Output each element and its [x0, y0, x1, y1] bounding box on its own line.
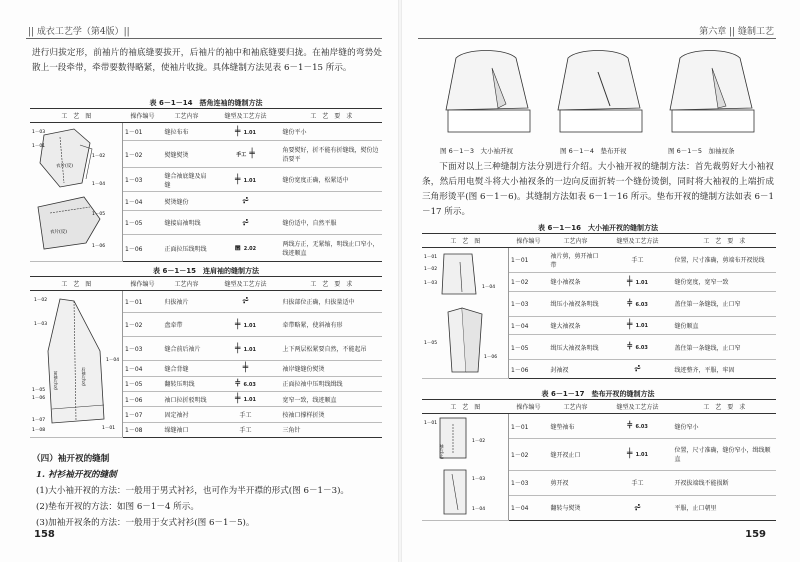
op-number: 1－02: [123, 312, 163, 336]
op-number: 1－02: [509, 439, 549, 470]
fig-label: 1－03: [34, 322, 48, 327]
facing-placket-drawing: [422, 414, 508, 518]
process-requirement: 三角针: [281, 422, 383, 437]
technical-drawing-cell: [422, 248, 509, 379]
op-number: 1－04: [509, 316, 549, 335]
subsection-heading: 1. 衬衫袖开衩的缝制: [36, 470, 117, 480]
process-content: 正面拉压线明线: [163, 235, 211, 262]
seam-symbol: 手工: [603, 470, 673, 495]
fig-label: 衣片(反): [56, 164, 74, 169]
running-header: || 成衣工艺学（第4版）||: [28, 27, 130, 37]
fig-label: 1－02: [424, 267, 438, 272]
op-number: 1－06: [123, 391, 163, 406]
col-header: 缝型及工艺方法: [211, 277, 281, 291]
seam-symbol: ⩫: [603, 360, 673, 379]
seam-symbol: 手工: [211, 407, 281, 422]
col-header: 工艺内容: [549, 400, 603, 414]
fig-label: 1－05: [92, 212, 106, 217]
seam-symbol: ⫩ 6.03: [211, 376, 281, 391]
table-caption: 表 6－1－14 搭角连袖的缝制方法: [149, 99, 263, 107]
op-number: 1－08: [123, 422, 163, 437]
process-content: 封袖衩: [549, 360, 603, 379]
fig-6-1-4: [558, 51, 642, 133]
process-content: 缲缝袖口: [163, 422, 211, 437]
col-header: 缝型及工艺方法: [211, 109, 281, 123]
process-content: 缝拉布布: [163, 123, 211, 141]
process-requirement: 缝份宽度正确，松紧适中: [281, 167, 383, 192]
fig-label: 1－03: [32, 130, 46, 135]
technical-drawing-cell: [30, 291, 123, 438]
raglan-sleeve-drawing: [30, 291, 122, 435]
process-content: 袖口拉折驳明线: [163, 391, 211, 406]
fig-label: 1－01: [424, 255, 438, 260]
fig-label: 袖片(正): [439, 444, 445, 460]
list-item: (1)大小袖开衩的方法：一般用于男式衬衫，也可作为半开襟的形式(图 6－1－3)。: [36, 486, 350, 496]
process-requirement: [281, 192, 383, 210]
process-requirement: 盖住第一条缝线，止口窄: [673, 335, 777, 360]
fig-6-1-3: [446, 51, 530, 133]
op-number: 1－03: [509, 470, 549, 495]
process-requirement: 两线方正，无紧缩，明线止口窄小，线迹顺直: [281, 235, 383, 262]
process-content: 缝垫袖布: [549, 414, 603, 439]
seam-symbol: ⩫: [211, 291, 281, 313]
figure-caption: 图 6－1－5 加袖衩条: [668, 147, 735, 155]
process-requirement: 按袖口撑样折烫: [281, 407, 383, 422]
table-6-1-14: [30, 108, 382, 262]
col-header: 工艺内容: [549, 234, 603, 248]
fig-label: 前袖片(反): [53, 371, 59, 391]
process-content: 缝大袖衩条: [549, 316, 603, 335]
seam-symbol: ╪ 1.01: [211, 167, 281, 192]
col-header: 工 艺 图: [30, 109, 123, 123]
seam-symbol: ╪: [211, 361, 281, 376]
process-content: 缉压大袖衩条明线: [549, 335, 603, 360]
fig-label: 1－07: [32, 418, 46, 423]
process-requirement: 缝份平小: [281, 123, 383, 141]
body-paragraph: 下面对以上三种缝制方法分别进行介绍。大小袖开衩的缝制方法：首先裁剪好大小袖衩条，然后用电熨斗将大小袖衩条的一边向反面折转一个缝份烫倒，同时将大袖衩的上端折成三角形烫平(图 6－1－6)。其缝制方法如表 6－1－16 所示。垫布开衩的缝制方法如表 6－1－17 所示。: [422, 162, 774, 217]
op-number: 1－01: [123, 123, 163, 141]
col-header: 操作编号: [509, 400, 549, 414]
fig-label: 1－01: [32, 144, 46, 149]
col-header: 工 艺 要 求: [281, 109, 383, 123]
process-requirement: 缝份窄小: [673, 414, 777, 439]
fig-label: 1－03: [472, 477, 486, 482]
process-requirement: 牵带略紧，使斜袖有形: [281, 312, 383, 336]
process-requirement: 正面拉袖中压明线缉线: [281, 376, 383, 391]
process-content: 缉压小袖衩条明线: [549, 291, 603, 316]
fig-label: 1－06: [92, 244, 106, 249]
col-header: 工 艺 图: [422, 234, 509, 248]
seam-symbol: ⧆ 2.02: [211, 235, 281, 262]
op-number: 1－06: [509, 360, 549, 379]
table-caption: 表 6－1－15 连肩袖的缝制方法: [153, 267, 259, 275]
seam-symbol: ╪ 1.01: [603, 439, 673, 470]
op-number: 1－02: [123, 141, 163, 168]
col-header: 操作编号: [123, 277, 163, 291]
process-content: 归拔袖片: [163, 291, 211, 313]
seam-symbol: 手工: [603, 248, 673, 273]
page-number: 158: [34, 529, 55, 540]
col-header: 缝型及工艺方法: [603, 400, 673, 414]
op-number: 1－02: [509, 272, 549, 291]
process-content: 缝合袖底缝及肩缝: [163, 167, 211, 192]
process-content: 翻转与熨烫: [549, 495, 603, 520]
fig-label: 1－03: [424, 281, 438, 286]
header-rule: [418, 38, 776, 39]
op-number: 1－01: [509, 414, 549, 439]
figure-caption: 图 6－1－3 大小袖开衩: [440, 147, 513, 155]
fig-label: 1－04: [482, 285, 496, 290]
op-number: 1－04: [509, 495, 549, 520]
op-number: 1－01: [509, 248, 549, 273]
seam-symbol: ╪ 1.01: [603, 272, 673, 291]
fig-label: 1－02: [92, 154, 106, 159]
process-content: 熨缝熨烫: [163, 141, 211, 168]
fig-label: 后袖片(反): [81, 367, 87, 387]
process-content: 固定袖衬: [163, 407, 211, 422]
section-heading: （四）袖开衩的缝制: [32, 454, 110, 464]
process-requirement: 线迹整齐，平服，牢固: [673, 360, 777, 379]
process-requirement: 缝份宽度，宽窄一致: [673, 272, 777, 291]
seam-symbol: ╪ 1.01: [211, 391, 281, 406]
col-header: 工 艺 要 求: [281, 277, 383, 291]
process-requirement: 角要熨好，折不能有折缝线，熨份边沿要平: [281, 141, 383, 168]
process-requirement: 上下两层松紧要自然，不能起吊: [281, 337, 383, 361]
op-number: 1－06: [123, 235, 163, 262]
fig-label: 1－01: [102, 426, 116, 431]
technical-drawing-cell: [30, 123, 123, 262]
seam-symbol: ╪ 1.01: [211, 123, 281, 141]
col-header: 工 艺 要 求: [673, 234, 777, 248]
col-header: 工 艺 图: [30, 277, 123, 291]
table-caption: 表 6－1－16 大小袖开衩的缝制方法: [538, 224, 658, 232]
process-content: 袖片剪，剪开袖口带: [549, 248, 603, 273]
op-number: 1－03: [123, 337, 163, 361]
seam-symbol: 手工 ╪: [211, 141, 281, 168]
fig-label: 衣片(反): [50, 230, 68, 235]
right-page: [400, 0, 800, 562]
figure-caption: 图 6－1－4 垫布开衩: [560, 147, 627, 155]
process-requirement: 位置，尺寸准确，剪端布开衩锐线: [673, 248, 777, 273]
process-content: 缝开衩止口: [549, 439, 603, 470]
table-6-1-17: [422, 399, 776, 521]
cuff-placket-figures: [436, 48, 766, 144]
op-number: 1－04: [123, 192, 163, 210]
col-header: 工艺内容: [163, 109, 211, 123]
fig-label: 1－02: [34, 298, 48, 303]
col-header: 操作编号: [123, 109, 163, 123]
technical-drawing-cell: [422, 414, 509, 521]
op-number: 1－03: [123, 167, 163, 192]
op-number: 1－05: [123, 376, 163, 391]
process-content: 盘牵带: [163, 312, 211, 336]
fig-label: 1－05: [424, 341, 438, 346]
placket-drawing: [422, 248, 508, 376]
process-requirement: 缝份适中，自然平服: [281, 210, 383, 235]
seam-symbol: ⫩ 6.03: [603, 335, 673, 360]
page-number: 159: [745, 529, 766, 540]
fig-label: 1－04: [92, 182, 106, 187]
process-content: 缝合背缝: [163, 361, 211, 376]
seam-symbol: ⫩ 6.03: [603, 291, 673, 316]
op-number: 1－04: [123, 361, 163, 376]
col-header: 工 艺 图: [422, 400, 509, 414]
seam-symbol: 手工: [211, 422, 281, 437]
op-number: 1－03: [509, 291, 549, 316]
seam-symbol: ⩫: [603, 495, 673, 520]
fig-label: 1－01: [424, 421, 438, 426]
table-6-1-16: [422, 233, 776, 379]
fig-label: 1－06: [32, 396, 46, 401]
process-requirement: 盖住第一条缝线，止口窄: [673, 291, 777, 316]
op-number: 1－01: [123, 291, 163, 313]
process-content: 缝合前后袖片: [163, 337, 211, 361]
col-header: 操作编号: [509, 234, 549, 248]
process-content: 翻转压明线: [163, 376, 211, 391]
table-caption: 表 6－1－17 垫布开衩的缝制方法: [541, 390, 655, 398]
fig-label: 1－04: [472, 507, 486, 512]
process-requirement: 归拔部位正确，归拔量适中: [281, 291, 383, 313]
sleeve-drawing: [30, 123, 122, 259]
process-requirement: 位置，尺寸准确，缝份窄小，缉线顺直: [673, 439, 777, 470]
fig-label: 1－05: [32, 388, 46, 393]
process-content: 缝小袖衩条: [549, 272, 603, 291]
process-requirement: 袖岸缝缝份熨烫: [281, 361, 383, 376]
running-header: 第六章 || 缝制工艺: [699, 27, 774, 37]
list-item: (3)加袖开衩条的方法：一般用于女式衬衫(图 6－1－5)。: [36, 518, 255, 528]
fig-label: 1－08: [32, 428, 46, 433]
intro-paragraph: 进行归拔定形，前袖片的袖底缝要拔开，后袖片的袖中和袖底缝要归拢。在袖岸缝的弯势处散上一段牵带，牵带要数得略紧，使袖片收拢。具体缝制方法见表 6－1－15 所示。: [32, 48, 382, 73]
seam-symbol: ╪ 1.01: [211, 337, 281, 361]
seam-symbol: ⫩ 6.03: [603, 414, 673, 439]
seam-symbol: ╪ 1.01: [211, 312, 281, 336]
header-rule: [26, 38, 382, 39]
fig-label: 1－02: [472, 439, 486, 444]
fig-6-1-5: [670, 51, 754, 133]
process-requirement: 开衩拔端线不能损断: [673, 470, 777, 495]
col-header: 工艺内容: [163, 277, 211, 291]
op-number: 1－05: [509, 335, 549, 360]
process-requirement: 宽窄一致，线迹顺直: [281, 391, 383, 406]
table-6-1-15: [30, 276, 382, 438]
process-content: 剪开衩: [549, 470, 603, 495]
col-header: 缝型及工艺方法: [603, 234, 673, 248]
seam-symbol: ⩫: [211, 192, 281, 210]
seam-symbol: ⩫: [211, 210, 281, 235]
process-content: 熨烫缝份: [163, 192, 211, 210]
process-requirement: 缝份顺直: [673, 316, 777, 335]
fig-label: 1－04: [106, 358, 120, 363]
fig-label: 1－06: [484, 355, 498, 360]
list-item: (2)垫布开衩的方法：如图 6－1－4 所示。: [36, 502, 199, 512]
col-header: 工 艺 要 求: [673, 400, 777, 414]
process-content: 缝接肩袖明线: [163, 210, 211, 235]
seam-symbol: ╪ 1.01: [603, 316, 673, 335]
op-number: 1－05: [123, 210, 163, 235]
process-requirement: 平服，止口朝里: [673, 495, 777, 520]
op-number: 1－07: [123, 407, 163, 422]
